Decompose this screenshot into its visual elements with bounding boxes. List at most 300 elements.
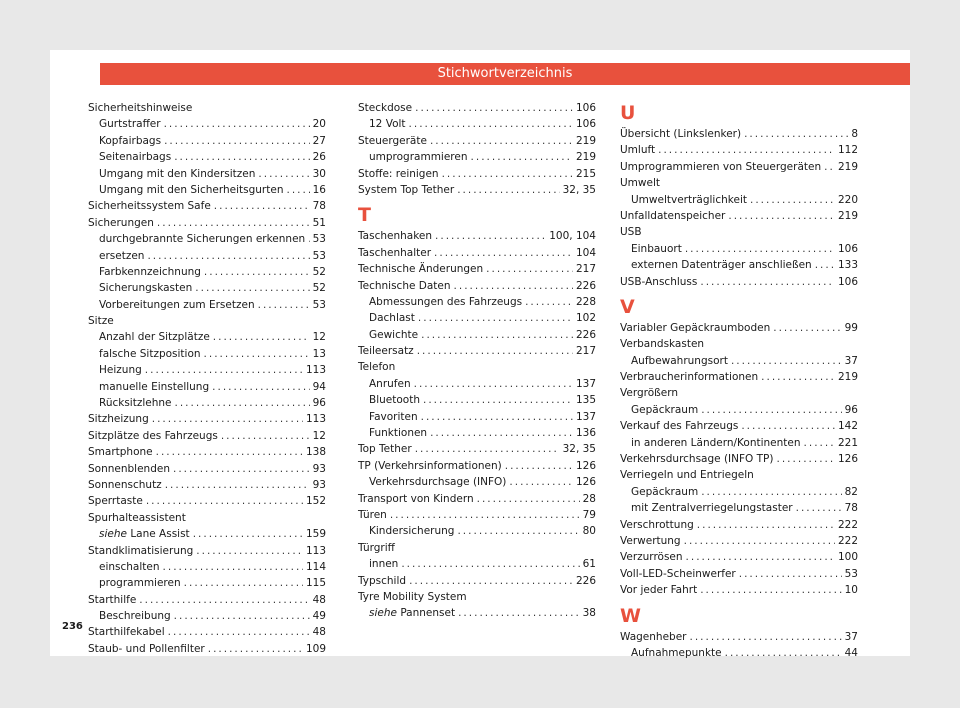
index-subentry <box>88 395 326 411</box>
index-term-text: Übersicht (Linkslenker) <box>620 127 742 140</box>
dot-leader <box>184 575 303 591</box>
page-reference: 27 <box>312 134 326 147</box>
index-subentry <box>88 264 326 280</box>
index-term-text: Verbraucherinformationen <box>620 371 759 384</box>
index-term <box>88 444 153 460</box>
page-reference: 217 <box>575 345 596 358</box>
index-term-text: Anzahl der Sitzplätze <box>99 331 210 344</box>
index-entry <box>88 100 326 116</box>
index-term-text: Telefon <box>358 361 396 374</box>
dot-leader <box>157 215 310 231</box>
page-reference: 32, 35 <box>562 443 596 456</box>
page-reference: 12 <box>312 331 326 344</box>
index-term-text: Technische Änderungen <box>358 263 484 276</box>
dot-leader <box>750 192 835 208</box>
dot-leader <box>193 526 303 542</box>
index-term-text: externen Datenträger anschließen <box>631 259 812 272</box>
dot-leader <box>308 231 309 247</box>
index-subentry <box>88 329 326 345</box>
page-reference: 137 <box>575 410 596 423</box>
index-term-text: Technische Daten <box>358 279 451 292</box>
page-reference: 226 <box>575 574 596 587</box>
index-entry <box>358 507 596 523</box>
page-reference: 100, 104 <box>549 230 596 243</box>
index-term <box>631 484 698 500</box>
index-entry <box>88 215 326 231</box>
index-entry <box>620 142 858 158</box>
index-term <box>358 166 439 182</box>
index-term <box>99 149 171 165</box>
index-term-text: Verbandskasten <box>620 338 705 351</box>
index-term-text: Wagenheber <box>620 630 687 643</box>
index-term <box>620 369 758 385</box>
index-term <box>620 566 736 582</box>
page-reference: 104 <box>575 246 596 259</box>
index-subentry <box>358 425 596 441</box>
index-column-2 <box>358 100 596 622</box>
page-reference: 106 <box>575 118 596 131</box>
see-reference: siehe <box>99 528 127 541</box>
index-term-text: TP (Verkehrsinformationen) <box>358 459 502 472</box>
index-term-text: Anrufen <box>369 377 411 390</box>
dot-leader <box>471 149 573 165</box>
index-subentry <box>88 133 326 149</box>
index-subentry <box>88 116 326 132</box>
dot-leader <box>414 376 573 392</box>
dot-leader <box>728 208 835 224</box>
dot-leader <box>701 402 841 418</box>
page-reference: 219 <box>837 160 858 173</box>
page-reference: 16 <box>312 183 326 196</box>
index-subentry <box>88 248 326 264</box>
index-term <box>99 608 171 624</box>
index-term <box>631 500 793 516</box>
index-term-text: Türen <box>358 508 387 521</box>
index-term-text: Türgriff <box>358 541 395 554</box>
index-term-text: Variabler Gepäckraumboden <box>620 321 771 334</box>
page-reference: 96 <box>312 397 326 410</box>
index-term <box>620 142 655 158</box>
index-entry <box>358 166 596 182</box>
index-entry <box>620 629 858 645</box>
index-subentry <box>358 523 596 539</box>
dot-leader <box>773 320 841 336</box>
index-subentry <box>88 559 326 575</box>
index-term <box>620 159 821 175</box>
page-reference: 219 <box>837 209 858 222</box>
index-entry <box>88 510 326 526</box>
index-term <box>369 116 406 132</box>
index-column-3 <box>620 100 858 661</box>
index-term-text: Unfalldatenspeicher <box>620 209 726 222</box>
index-term <box>99 280 192 296</box>
index-entry <box>358 100 596 116</box>
page-reference: 8 <box>851 127 858 140</box>
index-term-text: Verwertung <box>620 534 681 547</box>
index-term-text: Spurhalteassistent <box>88 511 186 524</box>
index-subentry <box>88 575 326 591</box>
index-term <box>358 542 395 554</box>
index-term <box>620 320 770 336</box>
index-term <box>369 409 418 425</box>
page-reference: 100 <box>837 551 858 564</box>
index-term-text: Bluetooth <box>369 394 420 407</box>
index-subentry <box>620 484 858 500</box>
page-reference: 138 <box>305 446 326 459</box>
index-term <box>99 133 161 149</box>
index-term-text: programmieren <box>99 577 181 590</box>
index-subentry <box>620 257 858 273</box>
dot-leader <box>221 428 310 444</box>
index-subentry <box>88 149 326 165</box>
index-term-text: 12 Volt <box>369 118 406 131</box>
dot-leader <box>421 327 573 343</box>
index-term <box>369 310 415 326</box>
dot-leader <box>686 549 835 565</box>
page-reference: 137 <box>575 377 596 390</box>
dot-leader <box>804 435 835 451</box>
page-reference: 82 <box>844 485 858 498</box>
dot-leader <box>796 500 842 516</box>
index-term <box>620 177 660 189</box>
index-term-text: Teileersatz <box>358 345 414 358</box>
page-reference: 93 <box>312 478 326 491</box>
index-term <box>369 523 454 539</box>
index-term-text: System Top Tether <box>358 183 455 196</box>
dot-leader <box>761 369 835 385</box>
index-entry <box>88 313 326 329</box>
index-term <box>358 261 483 277</box>
index-term <box>620 629 686 645</box>
index-term-text: Favoriten <box>369 410 418 423</box>
page-reference: 13 <box>312 347 326 360</box>
index-term-text: Gewichte <box>369 328 419 341</box>
dot-leader <box>744 126 848 142</box>
dot-leader <box>434 245 573 261</box>
index-term-text: Sicherungskasten <box>99 282 193 295</box>
index-term <box>369 392 420 408</box>
index-entry <box>88 477 326 493</box>
index-entry <box>620 336 858 352</box>
index-term-text: mit Zentralverriegelungstaster <box>631 502 793 515</box>
dot-leader <box>173 461 310 477</box>
index-subentry <box>88 362 326 378</box>
index-entry <box>358 589 596 605</box>
index-entry <box>358 228 596 244</box>
dot-leader <box>824 159 835 175</box>
index-term-text: Seitenairbags <box>99 151 172 164</box>
page-reference: 37 <box>844 630 858 643</box>
page-reference: 126 <box>575 476 596 489</box>
index-term <box>631 645 722 661</box>
dot-leader <box>139 592 309 608</box>
index-term <box>99 264 201 280</box>
index-term-text: Dachlast <box>369 312 415 325</box>
dot-leader <box>175 395 310 411</box>
index-term <box>631 241 682 257</box>
dot-leader <box>196 543 303 559</box>
index-term <box>358 507 387 523</box>
page-reference: 78 <box>312 200 326 213</box>
page-number: 236 <box>62 621 83 632</box>
index-term <box>88 477 162 493</box>
page-reference: 222 <box>837 518 858 531</box>
index-term <box>99 395 172 411</box>
page-reference: 38 <box>582 607 596 620</box>
index-term-text: Typschild <box>358 574 407 587</box>
index-entry <box>358 343 596 359</box>
index-entry <box>620 582 858 598</box>
index-term-text: falsche Sitzposition <box>99 347 201 360</box>
index-term-text: Vorbereitungen zum Ersetzen <box>99 298 255 311</box>
index-term <box>88 315 114 327</box>
index-subentry <box>358 116 596 132</box>
index-term-text: Aufbewahrungsort <box>631 354 728 367</box>
index-term-text: Taschenhalter <box>358 246 432 259</box>
dot-leader <box>430 425 573 441</box>
page-reference: 215 <box>575 167 596 180</box>
index-subentry <box>358 556 596 572</box>
index-term-text: Starthilfe <box>88 593 137 606</box>
index-term-text: Heizung <box>99 364 142 377</box>
index-term-text: Verkauf des Fahrzeugs <box>620 420 739 433</box>
page-reference: 106 <box>575 101 596 114</box>
index-term <box>88 641 205 657</box>
index-entry <box>88 625 326 641</box>
page-reference: 44 <box>844 646 858 659</box>
dot-leader <box>430 133 573 149</box>
index-term-text: Stoffe: reinigen <box>358 167 439 180</box>
index-subentry <box>358 310 596 326</box>
page-reference: 217 <box>575 263 596 276</box>
index-term <box>620 274 697 290</box>
index-entry <box>620 369 858 385</box>
index-term <box>358 343 414 359</box>
page-reference: 115 <box>305 577 326 590</box>
dot-leader <box>454 278 573 294</box>
dot-leader <box>457 182 559 198</box>
dot-leader <box>258 166 309 182</box>
index-subentry <box>620 435 858 451</box>
dot-leader <box>208 641 303 657</box>
index-term-text: Smartphone <box>88 446 153 459</box>
dot-leader <box>214 198 310 214</box>
dot-leader <box>213 329 310 345</box>
index-term-text: Voll-LED-Scheinwerfer <box>620 567 736 580</box>
dot-leader <box>697 517 835 533</box>
dot-leader <box>684 533 835 549</box>
dot-leader <box>777 451 835 467</box>
index-entry <box>620 517 858 533</box>
index-term <box>99 297 255 313</box>
index-term <box>99 329 210 345</box>
index-term <box>369 605 455 621</box>
index-subentry <box>620 645 858 661</box>
index-entry <box>358 458 596 474</box>
index-term <box>620 451 774 467</box>
index-entry <box>358 573 596 589</box>
index-term <box>88 102 192 114</box>
dot-leader <box>204 264 310 280</box>
index-term-text: Umgang mit den Kindersitzen <box>99 167 256 180</box>
dot-leader <box>409 573 573 589</box>
dot-leader <box>457 523 579 539</box>
page-reference: 219 <box>837 371 858 384</box>
page-reference: 53 <box>312 249 326 262</box>
page-reference: 135 <box>575 394 596 407</box>
index-subentry <box>620 241 858 257</box>
page-reference: 219 <box>575 151 596 164</box>
index-entry <box>620 566 858 582</box>
index-term-text: Sicherheitshinweise <box>88 102 193 114</box>
index-term-text: Farbkennzeichnung <box>99 265 201 278</box>
page-reference: 61 <box>582 558 596 571</box>
index-entry <box>88 411 326 427</box>
section-letter: U <box>620 102 636 124</box>
index-entry <box>620 274 858 290</box>
dot-leader <box>700 582 841 598</box>
index-term <box>620 517 694 533</box>
index-column-1 <box>88 100 326 657</box>
index-term <box>620 387 678 399</box>
index-term-text: Abmessungen des Fahrzeugs <box>369 295 523 308</box>
index-entry <box>88 592 326 608</box>
index-term-text: Starthilfekabel <box>88 626 165 639</box>
index-term-text: Kindersicherung <box>369 525 455 538</box>
page-reference: 106 <box>837 275 858 288</box>
index-term-text: Sonnenblenden <box>88 462 170 475</box>
index-term <box>631 353 728 369</box>
page-reference: 152 <box>305 495 326 508</box>
index-term-text: Gepäckraum <box>631 403 699 416</box>
page-reference: 112 <box>837 144 858 157</box>
page-reference: 53 <box>312 298 326 311</box>
index-subentry <box>88 231 326 247</box>
dot-leader <box>258 297 310 313</box>
index-term <box>88 512 186 524</box>
page-reference: 226 <box>575 279 596 292</box>
index-term-text: Sitze <box>88 315 114 328</box>
index-term-text: USB-Anschluss <box>620 275 698 288</box>
page-reference: 133 <box>837 259 858 272</box>
page-reference: 159 <box>305 528 326 541</box>
page-reference: 52 <box>312 282 326 295</box>
index-term-text: Top Tether <box>358 443 412 456</box>
page-reference: 12 <box>312 429 326 442</box>
dot-leader <box>509 474 573 490</box>
index-term <box>369 425 427 441</box>
page-reference: 126 <box>575 459 596 472</box>
index-entry <box>88 493 326 509</box>
index-term <box>99 379 209 395</box>
page-reference: 30 <box>312 167 326 180</box>
index-term <box>99 526 190 542</box>
index-term <box>88 543 193 559</box>
page-reference: 48 <box>312 626 326 639</box>
dot-leader <box>152 411 303 427</box>
index-entry <box>620 208 858 224</box>
dot-leader <box>731 353 842 369</box>
index-term <box>358 228 432 244</box>
page-reference: 113 <box>305 544 326 557</box>
index-entry <box>88 641 326 657</box>
index-term-text: Kopfairbags <box>99 134 162 147</box>
index-term <box>99 559 160 575</box>
index-entry <box>88 543 326 559</box>
index-entry <box>620 451 858 467</box>
index-term-text: Tyre Mobility System <box>358 590 467 603</box>
dot-leader <box>739 566 842 582</box>
index-term <box>358 278 451 294</box>
index-term-text: Beschreibung <box>99 610 171 623</box>
index-term-text: Sitzheizung <box>88 413 149 426</box>
page-reference: 93 <box>312 462 326 475</box>
page-reference: 113 <box>305 413 326 426</box>
index-subentry <box>88 166 326 182</box>
index-term <box>358 245 431 261</box>
index-term-text: Umgang mit den Sicherheitsgurten <box>99 183 284 196</box>
index-entry <box>358 245 596 261</box>
page-reference: 52 <box>312 265 326 278</box>
dot-leader <box>164 116 310 132</box>
page-reference: 37 <box>844 354 858 367</box>
index-entry <box>620 175 858 191</box>
index-subentry <box>620 402 858 418</box>
index-term <box>369 474 506 490</box>
index-subentry <box>358 605 596 621</box>
dot-leader <box>458 605 580 621</box>
page-reference: 26 <box>312 151 326 164</box>
index-term <box>88 624 165 640</box>
index-entry <box>358 441 596 457</box>
page-reference: 228 <box>575 295 596 308</box>
dot-leader <box>145 362 303 378</box>
index-entry <box>620 385 858 401</box>
index-subentry <box>620 353 858 369</box>
page-reference: 126 <box>837 453 858 466</box>
page-reference: 28 <box>582 492 596 505</box>
index-term <box>620 549 683 565</box>
index-term <box>99 248 144 264</box>
dot-leader <box>700 274 835 290</box>
index-term-text: Sitzplätze des Fahrzeugs <box>88 429 218 442</box>
index-term <box>358 100 412 116</box>
index-term <box>631 435 801 451</box>
index-term <box>99 182 283 198</box>
index-term-text: Umluft <box>620 144 656 157</box>
index-term-text: Sicherungen <box>88 216 154 229</box>
index-term-text: Verzurrösen <box>620 551 683 564</box>
dot-leader <box>415 100 573 116</box>
index-term <box>620 469 754 481</box>
see-reference: siehe <box>369 607 397 620</box>
page-reference: 94 <box>312 380 326 393</box>
index-term-text: Gepäckraum <box>631 485 699 498</box>
index-term <box>358 458 502 474</box>
index-term <box>99 362 142 378</box>
index-term <box>88 592 136 608</box>
index-term-text: Umprogrammieren von Steuergeräten <box>620 160 822 173</box>
page-reference: 142 <box>837 420 858 433</box>
page-reference: 96 <box>844 403 858 416</box>
index-entry <box>358 491 596 507</box>
index-entry <box>620 418 858 434</box>
index-subentry <box>358 149 596 165</box>
index-entry <box>620 126 858 142</box>
index-term-text: Verschrottung <box>620 518 694 531</box>
index-term-text: Standklimatisierung <box>88 544 194 557</box>
section-letter: T <box>358 204 371 227</box>
